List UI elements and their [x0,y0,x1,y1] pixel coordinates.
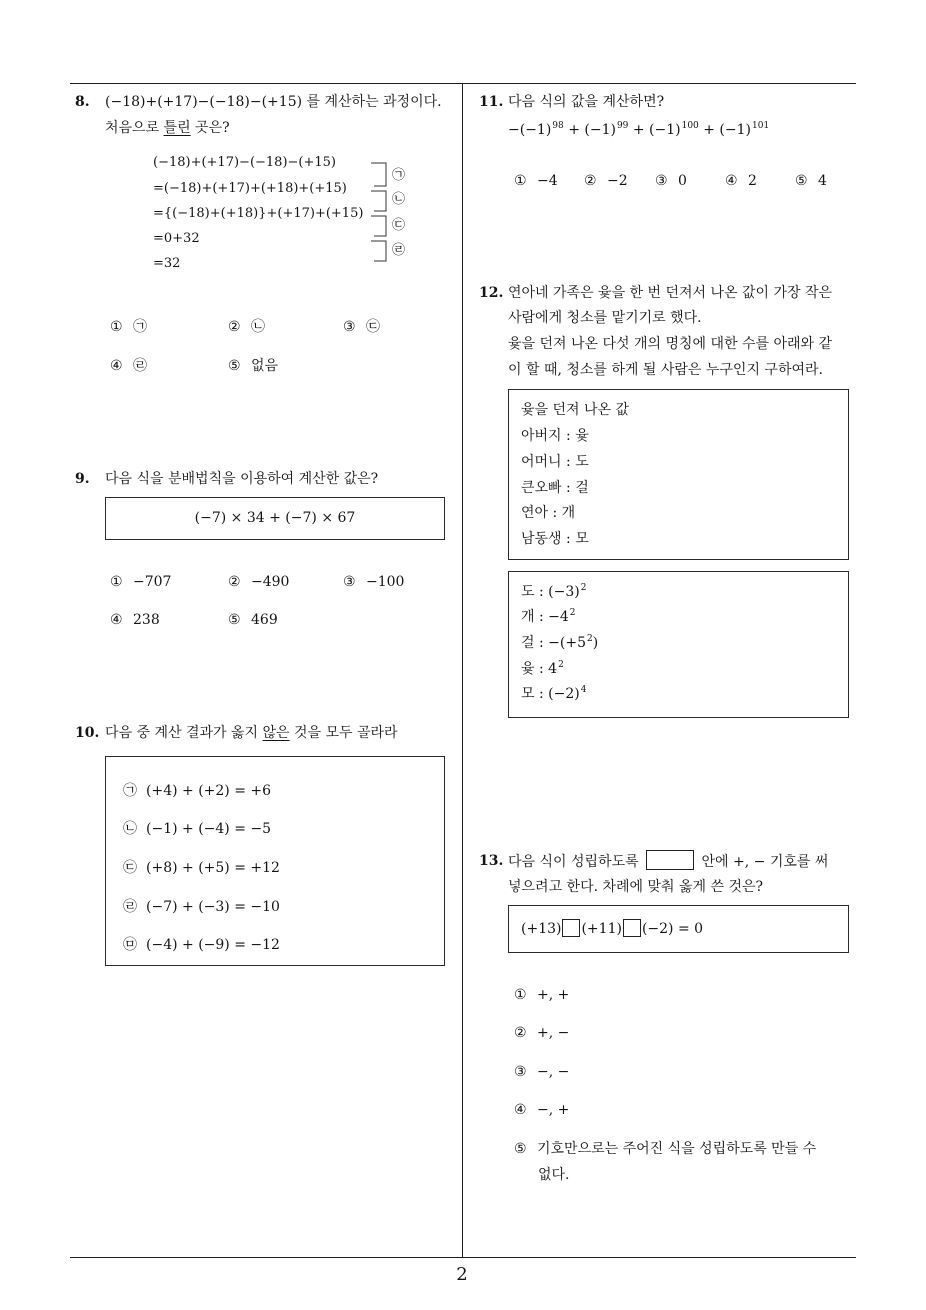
answer-option [228,611,278,629]
question-number: 9. [75,471,90,487]
answer-option [514,1024,569,1042]
option-marker: ② [514,1025,527,1041]
calculation-step: ={(−18)+(+18)}+(+17)+(+15) [153,206,364,221]
column-divider [462,83,463,1257]
option-marker: ③ [655,173,668,189]
family-member-result: 어머니 : 도 [521,454,589,470]
family-member-result: 남동생 : 모 [521,531,589,547]
expression-box [105,497,445,540]
throw-value [521,685,586,703]
math-expression [521,920,703,938]
question-stem-line: 사람에게 청소를 맡기기로 했다. [508,310,702,326]
option-text: −707 [133,574,172,590]
statement-text: (−4) + (−9) = −12 [146,937,280,953]
statement-item [123,936,280,954]
answer-option [343,318,380,336]
statement-marker: ㉣ [123,899,137,915]
throw-results-box [508,389,849,560]
answer-option [655,172,687,190]
option-marker: ① [514,173,527,189]
step-bracket [371,163,386,186]
question-number: 13. [479,853,504,869]
exponent: 2 [569,608,576,618]
throw-value-text: 도 : (−3) [521,584,580,600]
question-stem-line [105,119,230,137]
option-text: −100 [366,574,405,590]
option-marker: ⑤ [228,358,241,374]
question-stem-line: (−18)+(+17)−(−18)−(+15) 를 계산하는 과정이다. [105,94,442,110]
blank-box [646,850,694,870]
answer-option [343,573,404,591]
underlined-keyword: 않은 [262,725,290,741]
option-text: ㉢ [366,319,380,335]
option-marker: ① [110,319,123,335]
step-brackets [368,155,392,271]
option-text: 469 [251,612,278,628]
step-label: ㉠ [392,168,406,183]
math-expression [508,121,769,139]
question-stem-line: 이 할 때, 청소를 하게 될 사람은 누구인지 구하여라. [508,362,823,378]
statement-marker: ㉢ [123,860,137,876]
step-bracket [371,216,386,236]
exponent: 100 [681,121,699,131]
expression-part: (−2) = 0 [641,921,704,937]
step-label: ㉡ [392,192,406,207]
option-text: −2 [607,173,628,189]
option-marker: ④ [110,358,123,374]
option-text: +, + [537,987,570,1003]
expression-term: + (−1) [563,122,616,138]
stem-text: 것을 모두 골라라 [289,725,398,741]
answer-option [110,573,171,591]
answer-option [110,357,147,375]
option-marker: ③ [343,574,356,590]
exponent: 2 [558,660,564,670]
option-text: −, + [537,1102,570,1118]
question-stem-line [105,724,398,742]
statement-item [123,820,271,838]
question-number: 8. [75,94,90,110]
option-marker: ④ [514,1102,527,1118]
option-marker: ⑤ [514,1141,527,1157]
family-member-result: 큰오빠 : 걸 [521,480,589,496]
option-text: −490 [251,574,290,590]
question-stem-line: 다음 식을 분배법칙을 이용하여 계산한 값은? [105,471,379,487]
option-text: ㉠ [133,319,147,335]
throw-value-text: 개 : −4 [521,609,569,625]
option-marker: ② [228,574,241,590]
option-text: 238 [133,612,160,628]
option-text: −, − [537,1064,570,1080]
option-marker: ⑤ [795,173,808,189]
answer-option [110,318,147,336]
question-stem-line: 다음 식의 값을 계산하면? [508,94,665,110]
question-number: 11. [479,94,504,110]
answer-option [514,986,569,1004]
answer-option [514,1063,569,1081]
option-text: 2 [748,173,757,189]
stem-text: 안에 +, − 기호를 써 [697,854,829,870]
statement-text: (−7) + (−3) = −10 [146,899,280,915]
expression-box [508,905,849,953]
expression-part: (+13) [521,921,562,937]
option-marker: ① [110,574,123,590]
calculation-step: =0+32 [153,231,200,246]
calculation-step: (−18)+(+17)−(−18)−(+15) [153,155,336,170]
option-marker: ② [584,173,597,189]
statement-text: (−1) + (−4) = −5 [146,821,272,837]
expression-term: −(−1) [508,122,552,138]
calculation-step: =32 [153,256,181,271]
bottom-rule [70,1257,856,1258]
step-bracket [371,241,386,261]
exponent: 2 [580,583,587,593]
option-marker: ⑤ [228,612,241,628]
option-text: 4 [818,173,827,189]
option-text: +, − [537,1025,570,1041]
option-text: ㉡ [251,319,265,335]
option-text: ㉣ [133,358,147,374]
family-member-result: 연아 : 개 [521,505,576,521]
answer-option [584,172,628,190]
option-text: 기호만으로는 주어진 식을 성립하도록 만들 수 [537,1141,817,1157]
throw-value-text: 윷 : 4 [521,661,558,677]
answer-option [514,1140,816,1158]
statement-marker: ㉠ [123,783,137,799]
statement-marker: ㉡ [123,821,137,837]
answer-option [725,172,757,190]
stem-text: 곳은? [190,120,230,136]
throw-values-box [508,571,849,718]
answer-option [514,172,558,190]
step-label: ㉣ [392,243,406,258]
option-marker: ③ [343,319,356,335]
throw-value-text: 모 : (−2) [521,686,580,702]
throw-value [521,583,586,601]
option-marker: ④ [725,173,738,189]
calculation-step: =(−18)+(+17)+(+18)+(+15) [153,181,347,196]
stem-text: 다음 식이 성립하도록 [508,854,644,870]
statements-box [105,756,445,966]
throw-value [521,608,576,626]
option-text: 없음 [251,358,279,374]
statement-item [123,782,271,800]
question-stem-line: 연아네 가족은 윷을 한 번 던져서 나온 값이 가장 작은 [508,285,833,301]
throw-value [521,660,564,678]
top-rule [70,83,856,84]
option-text-continued: 없다. [538,1167,570,1183]
throw-value [521,634,598,652]
statement-item [123,859,280,877]
option-marker: ④ [110,612,123,628]
throw-value-text: ) [592,635,599,651]
statement-text: (+4) + (+2) = +6 [146,783,272,799]
stem-text: 다음 중 계산 결과가 옳지 [105,725,263,741]
throw-value-text: 걸 : −(+5 [521,635,586,651]
answer-option [228,318,265,336]
step-bracket [371,191,386,211]
question-number: 10. [75,725,100,741]
expression-term: + (−1) [628,122,681,138]
statement-text: (+8) + (+5) = +12 [146,860,280,876]
expression-part: (+11) [581,921,622,937]
statement-marker: ㉤ [123,937,137,953]
exponent: 101 [752,121,770,131]
question-stem-line: 윷을 던져 나온 다섯 개의 명칭에 대한 수를 아래와 같 [508,336,833,352]
answer-option [228,357,278,375]
option-marker: ① [514,987,527,1003]
option-marker: ③ [514,1064,527,1080]
exponent: 4 [580,685,587,695]
box-heading: 윷을 던져 나온 값 [521,402,630,418]
option-text: 0 [678,173,687,189]
answer-option [514,1101,569,1119]
option-text: −4 [537,173,558,189]
statement-item [123,898,280,916]
blank-box [623,919,641,937]
exponent: 99 [616,121,629,131]
blank-box [562,919,580,937]
page-number: 2 [456,1264,468,1285]
answer-option [110,611,160,629]
option-marker: ② [228,319,241,335]
question-stem-line: 넣으려고 한다. 차례에 맞춰 옳게 쓴 것은? [508,879,764,895]
exponent: 2 [586,634,593,644]
exponent: 98 [552,121,564,131]
question-number: 12. [479,285,504,301]
underlined-keyword: 틀린 [163,120,191,136]
answer-option [795,172,827,190]
stem-text: 처음으로 [105,120,164,136]
math-expression: (−7) × 34 + (−7) × 67 [194,510,356,526]
expression-term: + (−1) [698,122,751,138]
step-label: ㉢ [392,218,406,233]
family-member-result: 아버지 : 윷 [521,428,589,444]
answer-option [228,573,289,591]
question-stem-line [508,852,828,872]
